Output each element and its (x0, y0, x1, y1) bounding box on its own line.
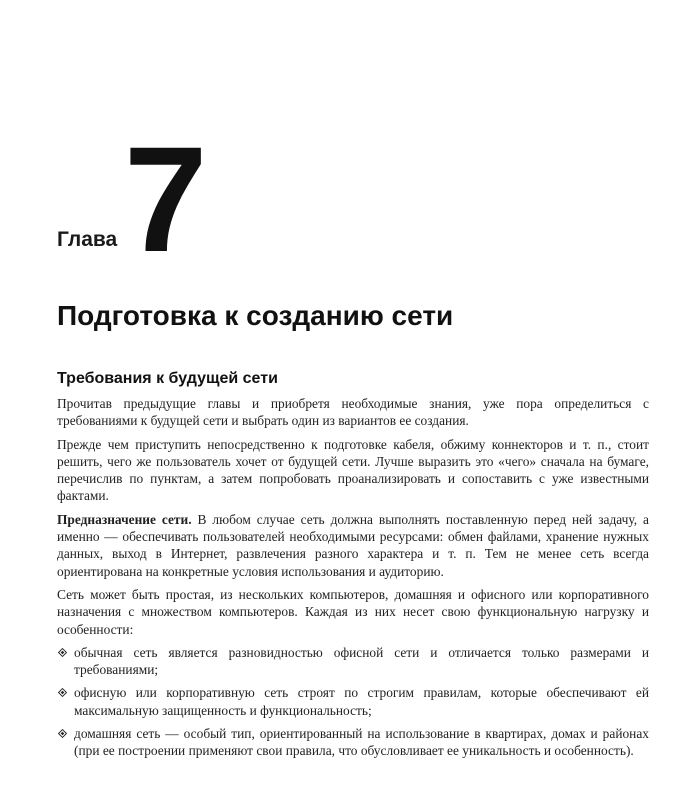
diamond-bullet-icon (58, 688, 67, 697)
paragraph-4: Сеть может быть простая, из нескольких компьютеров, домашняя и офисного или корпоративного назначения с множеством компьютеров. Каждая из них несет свою функциональную нагрузку и особенности: (57, 586, 649, 637)
paragraph-3-text: В любом случае сеть должна выполнять поставленную перед ней задачу, а именно — обеспечивать пользователей необходимыми ресурсами: обмен файлами, хранение нужных данных, выход в Интернет, развлечения разного характера и т. п. Тем не менее сеть всегда ориентирована на конкретные условия использования и аудиторию. (57, 511, 649, 579)
diamond-bullet-icon (58, 648, 67, 657)
chapter-label: Глава (57, 228, 118, 251)
list-item (57, 725, 649, 760)
chapter-number: 7 (124, 115, 204, 283)
bullet-list (57, 644, 649, 760)
paragraph-3 (57, 511, 649, 580)
list-item-text: обычная сеть является разновидностью офисной сети и отличается только размерами и требованиями; (74, 644, 649, 678)
diamond-bullet-icon (58, 729, 67, 738)
paragraph-1: Прочитав предыдущие главы и приобретя необходимые знания, уже пора определиться с требованиями к будущей сети и выбрать один из вариантов ее создания. (57, 396, 649, 429)
list-item-text: домашняя сеть — особый тип, ориентированный на использование в квартирах, домах и районах (при ее построении применяют свои правила, что обусловливает ее уникальность и особенность). (74, 726, 649, 759)
list-item (57, 644, 649, 679)
list-item-text: офисную или корпоративную сеть строят по строгим правилам, которые обеспечивают ей максимальную защищенность и функциональность; (74, 685, 649, 718)
chapter-title: Подготовка к созданию сети (57, 300, 454, 331)
paragraph-2: Прежде чем приступить непосредственно к подготовке кабеля, обжиму коннекторов и т. п., стоит решить, чего же пользователь хочет от будущей сети. Лучше выразить это «чего» сначала на бумаге, перечислив по пунктам, а затем попробовать проанализировать и сопоставить с уже известными фактами. (57, 436, 649, 504)
list-item (57, 684, 649, 719)
section-title: Требования к будущей сети (57, 370, 278, 387)
chapter-header (0, 0, 692, 283)
body-text (57, 395, 649, 766)
paragraph-lead: Предназначение сети. (57, 511, 192, 527)
